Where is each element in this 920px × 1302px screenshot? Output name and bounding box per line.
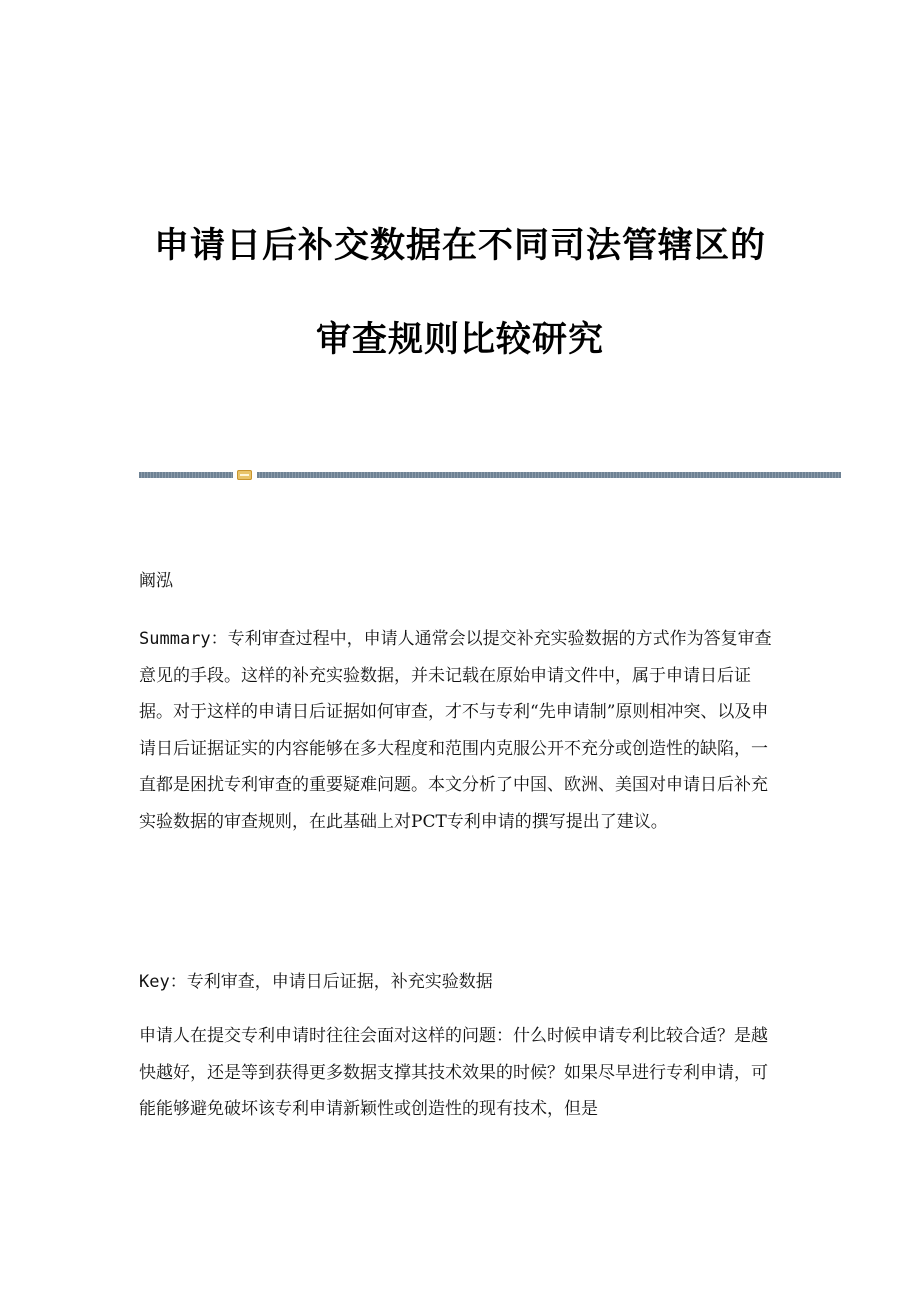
title-divider xyxy=(139,470,841,480)
intro-paragraph: 申请人在提交专利申请时往往会面对这样的问题：什么时候申请专利比较合适？是越快越好，还是等到获得更多数据支撑其技术效果的时候？如果尽早进行专利申请，可能能够避免破坏该专利申请新颖性或创造性的现有技术，但是 xyxy=(139,1026,768,1119)
keywords-paragraph xyxy=(139,964,781,1001)
summary-label: Summary： xyxy=(139,629,228,649)
summary-paragraph xyxy=(139,621,781,840)
keywords-label: Key： xyxy=(139,972,187,992)
summary-text: 专利审查过程中，申请人通常会以提交补充实验数据的方式作为答复审查意见的手段。这样的补充实验数据，并未记载在原始申请文件中，属于申请日后证据。对于这样的申请日后证据如何审查，才不与专利“先申请制”原则相冲突、以及申请日后证据证实的内容能够在多大程度和范围内克服公开不充分或创造性的缺陷，一直都是困扰专利审查的重要疑难问题。本文分析了中国、欧洲、美国对申请日后补充实验数据的审查规则，在此基础上对PCT专利申请的撰写提出了建议。 xyxy=(139,629,772,832)
document-title-line-1: 申请日后补交数据在不同司法管辖区的 xyxy=(153,226,766,266)
divider-ornament-icon xyxy=(237,470,252,480)
document-title-line-2: 审查规则比较研究 xyxy=(315,320,604,360)
keywords-text: 专利审查，申请日后证据，补充实验数据 xyxy=(186,972,493,992)
divider-bar-left xyxy=(139,472,233,478)
author-name: 阚泓 xyxy=(139,571,173,591)
divider-bar-right xyxy=(257,472,841,478)
